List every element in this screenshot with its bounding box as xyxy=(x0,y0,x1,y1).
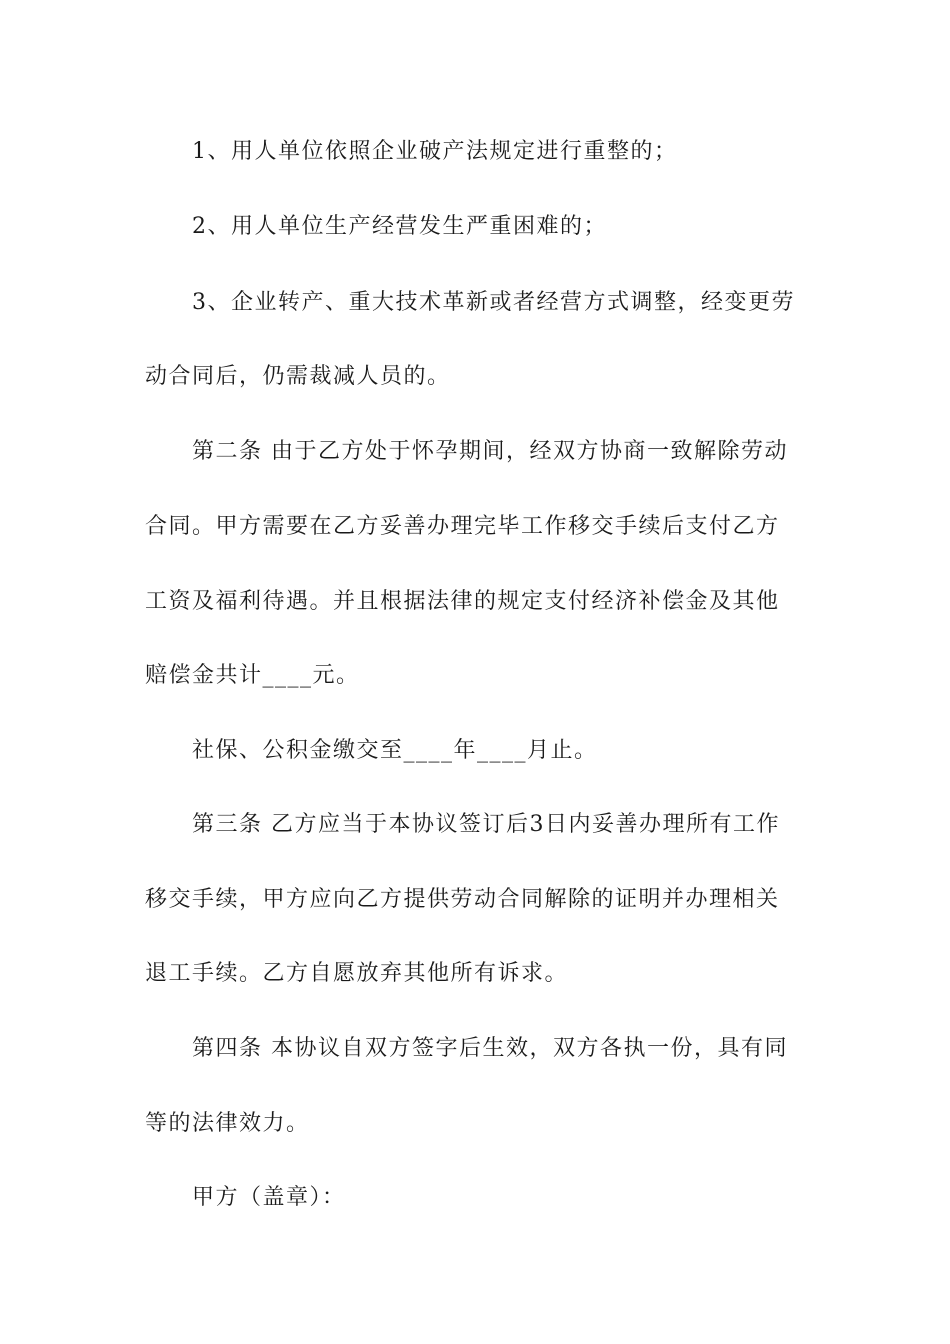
article-4-line-2: 等的法律效力。 xyxy=(145,1111,310,1136)
party-a-seal-label: 甲方（盖章）： xyxy=(192,1185,346,1210)
article-3-line-2: 移交手续，甲方应向乙方提供劳动合同解除的证明并办理相关 xyxy=(145,887,780,912)
clause-item-3-line-1: 3、企业转产、重大技术革新或者经营方式调整，经变更劳 xyxy=(192,290,795,315)
article-2-line-4: 赔偿金共计____元。 xyxy=(145,663,360,688)
clause-item-3-line-2: 动合同后，仍需裁减人员的。 xyxy=(145,364,451,389)
article-2-line-2: 合同。甲方需要在乙方妥善办理完毕工作移交手续后支付乙方 xyxy=(145,514,780,539)
article-2-line-3: 工资及福利待遇。并且根据法律的规定支付经济补偿金及其他 xyxy=(145,589,780,614)
clause-item-2: 2、用人单位生产经营发生严重困难的； xyxy=(192,214,607,239)
article-3-line-1: 第三条 乙方应当于本协议签订后3日内妥善办理所有工作 xyxy=(192,812,780,837)
article-2-line-1: 第二条 由于乙方处于怀孕期间，经双方协商一致解除劳动 xyxy=(192,439,788,464)
social-insurance-line: 社保、公积金缴交至____年____月止。 xyxy=(192,738,598,763)
clause-item-1: 1、用人单位依照企业破产法规定进行重整的； xyxy=(192,139,678,164)
article-3-line-3: 退工手续。乙方自愿放弃其他所有诉求。 xyxy=(145,961,569,986)
article-4-line-1: 第四条 本协议自双方签字后生效，双方各执一份，具有同 xyxy=(192,1036,788,1061)
